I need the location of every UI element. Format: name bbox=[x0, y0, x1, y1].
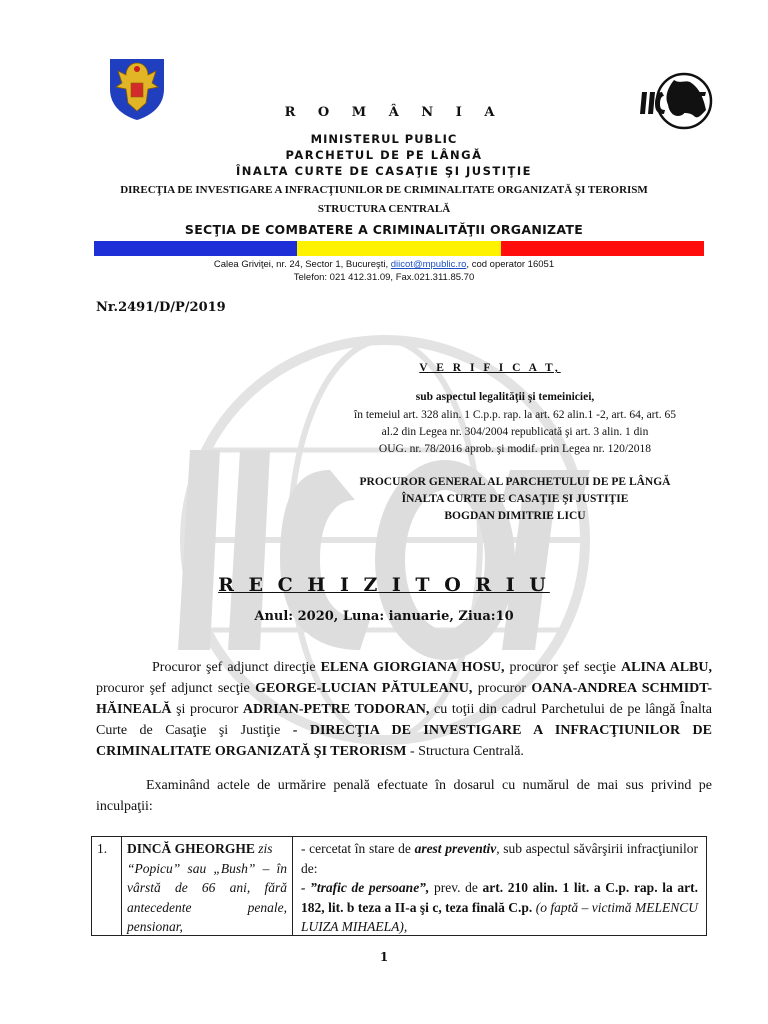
table-cell-number: 1. bbox=[92, 837, 122, 935]
charge-text: prev. de bbox=[429, 880, 483, 895]
header-country: R O M Â N I A bbox=[284, 105, 504, 120]
defendants-table bbox=[91, 836, 707, 936]
intro-text: procuror şef secţie bbox=[504, 660, 622, 675]
prosecutor-name: ALINA ALBU, bbox=[621, 660, 713, 675]
header-section: SECŢIA DE COMBATERE A CRIMINALITĂŢII ORGANIZATE bbox=[184, 222, 584, 237]
charge-victim: (o faptă – victimă MELENCU LUIZA MIHAELA), bbox=[301, 899, 698, 934]
email-link[interactable]: diicot@mpublic.ro bbox=[390, 259, 467, 270]
verification-line-4: OUG. nr. 78/2016 aprob. şi modif. prin Legea nr. 120/2018 bbox=[378, 443, 652, 455]
table-cell-defendant bbox=[122, 837, 293, 935]
verification-title: V E R I F I C A T, bbox=[419, 362, 561, 374]
prosecutor-name: ELENA GIORGIANA HOSU, bbox=[320, 660, 505, 675]
address-line bbox=[0, 259, 768, 270]
operator-code: , cod operator 16051 bbox=[466, 259, 555, 270]
verification-line-1: sub aspectul legalităţii şi temeiniciei, bbox=[415, 391, 595, 403]
intro-text: cu toţii din cadrul Parchetului de pe lângă Înalta Curte de Casaţie şi Justiţie bbox=[96, 702, 712, 738]
prosecutor-general-line-1: PROCUROR GENERAL AL PARCHETULUI DE PE LÂNGĂ bbox=[359, 476, 671, 488]
defendant-details: “Popicu” sau „Bush” – în vârstă de 66 ani, fără antecedente penale, pensionar, bbox=[127, 860, 287, 934]
prosecutor-name: GEORGE-LUCIAN PĂTULEANU, bbox=[255, 681, 473, 696]
header-parchet: PARCHETUL DE PE LÂNGĂ bbox=[285, 148, 483, 162]
header-structure: STRUCTURA CENTRALĂ bbox=[317, 203, 451, 215]
intro-text: şi procuror bbox=[171, 702, 243, 717]
prosecutor-general-line-2: ÎNALTA CURTE DE CASAŢIE ŞI JUSTIŢIE bbox=[401, 493, 629, 505]
document-title: R E C H I Z I T O R I U bbox=[218, 574, 550, 596]
diicot-logo-icon bbox=[636, 70, 722, 132]
flag-red-stripe bbox=[501, 241, 704, 256]
document-number: Nr.2491/D/P/2019 bbox=[96, 300, 226, 315]
flag-blue-stripe bbox=[94, 241, 297, 256]
intro-text: - Structura Centrală. bbox=[406, 744, 524, 759]
charge-text: , sub aspectul săvârşirii infracţiunilor de: bbox=[301, 841, 698, 876]
intro-text: procuror bbox=[472, 681, 532, 696]
table-cell-charges bbox=[293, 837, 706, 935]
intro-paragraph bbox=[96, 657, 712, 762]
charge-offence: - ”trafic de persoane”, bbox=[301, 880, 430, 895]
header-ministry: MINISTERUL PUBLIC bbox=[310, 132, 458, 146]
defendant-alias-zis: zis bbox=[254, 841, 273, 856]
intro-text: procuror şef adjunct secţie bbox=[96, 681, 256, 696]
directorate-name: - DIRECŢIA DE INVESTIGARE A INFRACŢIUNILOR DE CRIMINALITATE ORGANIZATĂ ŞI TERORISM bbox=[96, 723, 712, 759]
charge-article: art. 210 alin. 1 lit. a C.p. rap. la art. 182, lit. b teza a II-a şi c, teza finală C.p. bbox=[301, 880, 698, 915]
prosecutor-name: ADRIAN-PETRE TODORAN, bbox=[242, 702, 430, 717]
verification-line-2: în temeiul art. 328 alin. 1 C.p.p. rap. la art. 62 alin.1 -2, art. 64, art. 65 bbox=[354, 409, 676, 421]
examining-paragraph: Examinând actele de urmărire penală efectuate în dosarul cu numărul de mai sus privind pe inculpaţii: bbox=[96, 778, 712, 814]
document-date: Anul: 2020, Luna: ianuarie, Ziua:10 bbox=[254, 609, 514, 624]
phone-line: Telefon: 021 412.31.09, Fax.021.311.85.70 bbox=[293, 272, 475, 283]
prosecutor-name: OANA-ANDREA SCHMIDT-HĂINEALĂ bbox=[96, 681, 712, 717]
tricolor-flag-bar bbox=[94, 241, 704, 256]
address-text: Calea Griviţei, nr. 24, Sector 1, Bucureşti, bbox=[213, 259, 391, 270]
header-court: ÎNALTA CURTE DE CASAŢIE ŞI JUSTIŢIE bbox=[236, 164, 532, 178]
defendant-name: DINCĂ GHEORGHE bbox=[127, 841, 255, 856]
prosecutor-general-name: BOGDAN DIMITRIE LICU bbox=[444, 510, 586, 522]
flag-yellow-stripe bbox=[297, 241, 500, 256]
page-number: 1 bbox=[379, 950, 389, 964]
header-directorate: DIRECŢIA DE INVESTIGARE A INFRACŢIUNILOR DE CRIMINALITATE ORGANIZATĂ ŞI TERORISM bbox=[120, 184, 648, 196]
charge-text: - cercetat în stare de bbox=[301, 841, 415, 856]
intro-text: Procuror şef adjunct direcţie bbox=[152, 660, 321, 675]
verification-line-3: al.2 din Legea nr. 304/2004 republicată şi art. 3 alin. 1 din bbox=[381, 426, 649, 438]
charge-status: arest preventiv bbox=[414, 841, 497, 856]
